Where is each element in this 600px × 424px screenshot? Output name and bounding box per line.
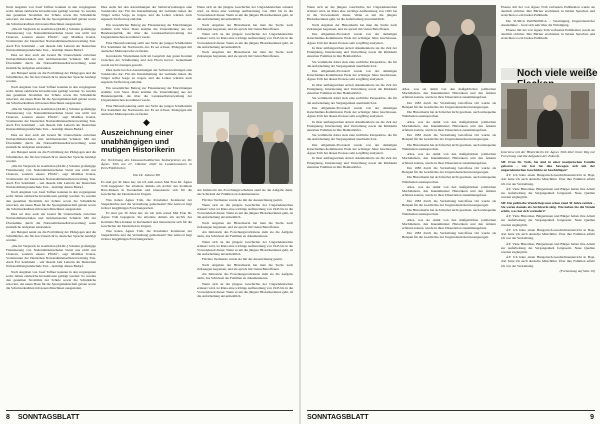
paragraph: Der 1983 durch die Vertreibung betroffene Ort wurde als Beispiel für die Geschichte der Ungarndeutschen herangezogen. [402,100,496,109]
paragraph: Der 1983 durch die Vertreibung betroffene Ort wurde als Beispiel für die Geschichte der Ungarndeutschen herangezogen. [402,231,496,240]
paragraph: Nach Angaben der Historikerin hat man die Suche nach Zeitzeugen begonnen, und sie sprach mit vielen Betroffenen. [197,220,293,229]
paragraph: Das Allgemein-/Protokoll wurde von der damaligen Katechismus-Kommission Ende der achtziger Jahre beschlossen. Ágnes Tóth hat diesen Prozess sehr sorgfältig analysiert. [307,105,397,119]
paragraph: Wenn sich an die jüngere Geschichte der Ungarndeutschen erinnert wird, ist Róna eine wichtige Aufbereitung von 1945 bis in die Vorwendezeit dieser. Wenn es um die jüngere Historikerinnen geht, ist die Aufarbeitung unvermeidlich. [197,32,293,49]
left-column-3-bottom [197,188,293,400]
masthead: SONNTAGSBLATT [17,414,80,421]
paragraph: Das Allgemein-/Protokoll wurde von der damaligen Katechismus-Kommission Ende der achtziger Jahre beschlossen. Ágnes Tóth hat diesen Prozess sehr sorgfältig analysiert. [307,69,397,82]
right-footer-number [590,414,594,421]
paragraph: Für ihre Verdienste wurde sie mit der Auszeichnung geehrt. [202,197,283,202]
paragraph: Wenn sich an die jüngere Geschichte der Ungarndeutschen erinnert wird, ist Róna eine wichtige Aufbereitung von 1945 bis in die Vorwendezeit dieser. Wenn es um die jüngere Historikerinnen geht, ist die Aufarbeitung unvermeidlich. [197,5,293,22]
right-footer-masthead [307,414,369,421]
paragraph: Die Historikerin hat sich hierbei nicht gescheut, auch unbequeme Wahrheiten auszusprechen. [402,142,496,151]
right-page [301,0,600,424]
interview-intro: Interview mit der Historikerin Dr. Ágnes Tóth über ihren Weg zur Forschung und die Aufgaben der Zukunft. [501,150,595,159]
page-number: 9 [590,414,594,421]
question-text: SB: Frau Dr. Tóth, Sie sind in einer madjarischen Familie geboren – wie hat Sie dies bewogen sich mit der ungarndeutschen Geschichte zu beschäftigen? [501,159,595,172]
paragraph: Wenn sich an die jüngere Geschichte der Ungarndeutschen erinnert wird, ist Róna eine wichtige Aufbereitung von 1945 bis in die Vorwendezeit dieser. Wenn es um die jüngere Historikerinnen geht, ist die Aufarbeitung unvermeidlich. [197,281,293,299]
paragraph: „Die im Vergleich zu staatlichen (KLIK-) Schulen großzügige Finanzierung von Nationalitätenschulen bietet uns nicht nur Chancen, sondern unsere Pflicht“, sagt Matthias Kreisz, Vorsitzender der Deutschen Nationalitätenselbstverwaltung Tata. Auch Éva Szathmári – seit diesem Jahr Leiterin der Deutschen Nationalitätengrundschule Tata – bestätigt diesen Bedarf. [6,106,96,132]
paragraph: Das Allgemein-/Protokoll wurde von der damaligen Katechismus-Kommission Ende der achtziger Jahre beschlossen. Ágnes Tóth hat diesen Prozess sehr sorgfältig analysiert. [307,142,397,156]
paragraph: Die Historikerin hat sich hierbei nicht gescheut, auch unbequeme Wahrheiten auszusprechen. [402,110,496,119]
paragraph: Dies sei aber auch ein Grund für Unterschiede zwischen Nationalitätenschulen und nichtnationalen Schulen: Mit der Übernahme durch die Nationalitätenselbstverwaltung seien zusätzliche Aufgaben entstanden. [6,132,96,150]
paragraph: Der 1983 durch die Vertreibung betroffene Ort wurde als Beispiel für die Geschichte der Ungarndeutschen herangezogen. [402,165,496,175]
paragraph: Als Initiatorin des Forschungsvorhabens sieht sie die Aufgabe darin, das Schicksal der Familien zu dokumentieren. [197,272,293,281]
paragraph: Nach Angaben von Josef Taffner konnten in den vergangenen sechs Jahren zahlreiche Investitionen getätigt werden: So wurden den gesamten Strommix der Schule sowie die Schulküche renoviert, ein neues Haus für die Sportgemeinschaft gebaut sowie die Schulwerkstätten mit neuen Maschinen ausgestattet. [6,84,96,106]
paragraph: Korrektorin Wiedemann hebt im Gespräch den guten Kontakt zwischen der Schulleitung und den Eltern hervor. Gemeinsam werde nach Lösungen gesucht. [101,54,192,67]
paragraph: Das Allgemein-/Protokoll wurde von der damaligen Katechismus-Kommission Ende der achtziger Jahre beschlossen. Ágnes Tóth hat diesen Prozess sehr sorgfältig analysiert. [307,32,397,45]
paragraph: Als Initiatorin des Forschungsvorhabens sieht sie die Aufgabe darin, das Schicksal der Familien zu dokumentieren. [197,188,293,197]
continuation-note: (Fortsetzung auf Seite 10) [559,268,595,273]
right-column-2 [402,87,496,400]
paragraph: Als Initiatorin des Forschungsvorhabens sieht sie die Aufgabe darin, das Schicksal der Familien zu dokumentieren. [197,230,293,239]
paragraph: Es sind gut 30 Jahre her, als ich zum ersten Mal Frau Dr. Ágnes Tóth begegnete: Sie arbeitete damals am Archiv des Komitats Bács-Kiskun in Kecskemét und interessierte sich für die Geschichte der Deutschen in Ungarn. [101,211,192,228]
answer: ÁT: Ich hatte einen Hungarisch-Geschichtsunterricht in Baja, dort hatte ich auch deutsche Mitschüler. Über ihre Familien erfuhr ich von der Vertreibung. [501,173,595,186]
paragraph: Als Beispiel nennt sie die Fortbildung der Pädagogen und die Schulbücher, die für den Unterricht in deutscher Sprache benötigt werden. [6,230,96,243]
footer-rule [307,410,595,411]
answer: ÁT: Viele Historiker, Bürgerinnen und Bürger haben ihre Arbeit zur Aufarbeitung der Vergangenheit fortgesetzt. Neue Quellen wurden zugänglich. [501,186,595,200]
paragraph: Ein wesentlicher Beitrag zur Finanzierung der Einrichtungen stamme vom Staat. Dazu komme die Unterstützung aus der Bundesrepublik, die über die Landesselbstverwaltung der Ungarndeutschen koordiniert werde. [101,85,192,103]
left-column-2 [101,5,192,400]
interview-headline: Noch viele weiße [517,68,598,79]
paragraph: Alles, was sie damit von den maßgeblichen politischen Machthabern, den Innenminister Historikern und den Ämtern erfahren konnte, wurde in ihrer Dissertation zusammengefasst. [402,87,496,100]
paragraph: Nach Angaben der Historikerin hat man die Suche nach Zeitzeugen begonnen, und sie sprach mit vielen Betroffenen. [197,22,293,31]
footer-rule [6,410,293,411]
paragraph: Ebenso mit der von Ágnes Tóth verfassten Publikation wurde sie deutlich sichtbar. Ihre Bücher erschienen in beiden Sprachen und erreichten so ein breites Publikum. [501,28,595,41]
left-footer [6,414,79,421]
paragraph: Es sind gut 30 Jahre her, als ich zum ersten Mal Frau Dr. Ágnes Tóth begegnete: Sie arbeitete damals am Archiv des Komitats Bács-Kiskun in Kecskemét und interessierte sich für die Geschichte der Deutschen in Ungarn. [101,179,192,197]
paragraph: „Die im Vergleich zu staatlichen (KLIK-) Schulen großzügige Finanzierung von Nationalitätenschulen bietet uns nicht nur Chancen, sondern unsere Pflicht“, sagt Matthias Kreisz, Vorsitzender der Deutschen Nationalitätenselbstverwaltung Tata. Auch Éva Szathmári – seit diesem Jahr Leiterin der Deutschen Nationalitätengrundschule Tata – bestätigt diesen Bedarf. [6,164,96,189]
paragraph: Die Historikerin hat sich hierbei nicht gescheut, auch unbequeme Wahrheiten auszusprechen. [402,175,496,184]
page-number: 8 [6,414,10,421]
paragraph: Wenn sich an die jüngere Geschichte der Ungarndeutschen erinnert wird, ist Róna eine wichtige Aufbereitung von 1945 bis in die Vorwendezeit dieser. Wenn es um die jüngere Historikerinnen geht, ist die Aufarbeitung unvermeidlich. [197,202,293,220]
paragraph: Alles, was sie damit von den maßgeblichen politischen Machthabern, den Innenminister Historikern und den Ämtern erfahren konnte, wurde in ihrer Dissertation zusammengefasst. [402,119,496,132]
right-column-3-bottom [501,150,595,400]
paragraph: Was haben Ágnes Tóth, die Potsdamer Konferenz der Siegermächte und die Vertreibung gemeinsam? Die Antwort liegt in ihrer langjährigen Forschungsarbeit. [101,197,192,210]
paragraph: Dies stelle bei den Auswirkungen der Selbstverwaltungen eine Sonderrolle dar: Für die Instandhaltung der Gebäude haben die Träger selbst Sorge zu tragen, und die Lehrer würden nach eigenem Tarifvertrag entlohnt. [101,67,192,85]
question [501,160,595,172]
answer: ÁT: Viele Historiker, Bürgerinnen und Bürger haben ihre Arbeit zur Aufarbeitung der Vergangenheit fortgesetzt. Neue Quellen wurden zugänglich. [501,214,595,227]
left-column-3-top [197,5,293,100]
answer: ÁT: Ich hatte einen Hungarisch-Geschichtsunterricht in Baja, dort hatte ich auch deutsche Mitschüler. Über ihre Familien erfuhr ich von der Vertreibung. [501,227,595,241]
paragraph: Wenn sich an die jüngere Geschichte der Ungarndeutschen erinnert wird, ist Róna eine wichtige Aufbereitung von 1945 bis in die Vorwendezeit dieser. Wenn es um die jüngere Historikerinnen geht, ist die Aufarbeitung unvermeidlich. [307,5,397,22]
paragraph: Ebenso mit der von Ágnes Tóth verfassten Publikation wurde sie deutlich sichtbar. Ihre Bücher erschienen in beiden Sprachen und erreichten so ein breites Publikum. [501,5,595,18]
paragraph: Der 1983 durch die Vertreibung betroffene Ort wurde als Beispiel für die Geschichte der Ungarndeutschen herangezogen. [402,198,496,207]
paragraph: Sie vermittelte dabei stets eine sachliche Perspektive, die für die Aufarbeitung der Vergangenheit unerlässlich ist. [307,96,397,105]
paragraph: Eine Herausforderung stellt aus Sicht der jungen Schulleiterin Éva Szathmári der Nachwuchs dar. Es sei schwer, Pädagogen mit deutscher Muttersprache zu finden. [101,40,192,53]
paragraph: Sie vermittelte dabei stets eine sachliche Perspektive, die für die Aufarbeitung der Vergangenheit unerlässlich ist. [307,59,397,68]
left-column-1 [6,5,96,400]
answer: ÁT: Ich hatte einen Hungarisch-Geschichtsunterricht in Baja, dort hatte ich auch deutsche Mitschüler. Über ihre Familien erfuhr ich von der Vertreibung. [501,255,595,268]
paragraph: Die Historikerin hat sich hierbei nicht gescheut, auch unbequeme Wahrheiten auszusprechen. [402,208,496,217]
question [501,201,595,213]
answer: ÁT: Viele Historiker, Bürgerinnen und Bürger haben ihre Arbeit zur Aufarbeitung der Vergangenheit fortgesetzt. Neue Quellen wurden zugänglich. [501,241,595,254]
paragraph: „Die im Vergleich zu staatlichen (KLIK-) Schulen großzügige Finanzierung von Nationalitätenschulen bietet uns nicht nur Chancen, sondern unsere Pflicht“, sagt Matthias Kreisz, Vorsitzender der Deutschen Nationalitätenselbstverwaltung Tata. Auch Éva Szathmári – seit diesem Jahr Leiterin der Deutschen Nationalitätengrundschule Tata – bestätigt diesen Bedarf. [6,26,96,52]
paragraph: Als Beispiel nennt sie die Fortbildung der Pädagogen und die Schulbücher, die für den Unterricht in deutscher Sprache benötigt werden. [6,150,96,163]
paragraph: Der 1983 durch die Vertreibung betroffene Ort wurde als Beispiel für die Geschichte der Ungarndeutschen herangezogen. [402,133,496,142]
paragraph: Was haben Ágnes Tóth, die Potsdamer Konferenz der Siegermächte und die Vertreibung gemeinsam? Die Antwort liegt in ihrer langjährigen Forschungsarbeit. [101,229,192,242]
article-title: Auszeichnung einer unabhängigen und mutigen Historikerin [101,128,175,155]
paragraph: Nach Angaben von Josef Taffner konnten in den vergangenen sechs Jahren zahlreiche Investitionen getätigt werden: So wurden den gesamten Strommix der Schule sowie die Schulküche renoviert, ein neues Haus für die Sportgemeinschaft gebaut sowie die Schulwerkstätten mit neuen Maschinen ausgestattet. [6,269,96,291]
paragraph: Dies stelle bei den Auswirkungen der Selbstverwaltungen eine Sonderrolle dar: Für die Instandhaltung der Gebäude haben die Träger selbst Sorge zu tragen, und die Lehrer würden nach eigenem Tarifvertrag entlohnt. [101,5,192,22]
paragraph: Nach Angaben der Historikerin hat man die Suche nach Zeitzeugen begonnen, und sie sprach mit vielen Betroffenen. [307,22,397,31]
paragraph: In ihrer umfangreichen Arbeit dokumentierte sie die Zeit der Enteignung, Internierung und Vertreibung sowie die Rückkehr einzelner Familien in ihre Heimatdörfer. [307,156,397,169]
paragraph: Nach Angaben der Historikerin hat man die Suche nach Zeitzeugen begonnen, und sie sprach mit vielen Betroffenen. [197,50,293,59]
paragraph: Wenn sich an die jüngere Geschichte der Ungarndeutschen erinnert wird, ist Róna eine wichtige Aufbereitung von 1945 bis in die Vorwendezeit dieser. Wenn es um die jüngere Historikerinnen geht, ist die Aufarbeitung unvermeidlich. [197,239,293,257]
paragraph: Alles, was sie damit von den maßgeblichen politischen Machthabern, den Innenminister Historikern und den Ämtern erfahren konnte, wurde in ihrer Dissertation zusammengefasst. [402,184,496,198]
paragraph: In ihrer umfangreichen Arbeit dokumentierte sie die Zeit der Enteignung, Internierung und Vertreibung sowie die Rückkehr einzelner Familien in ihre Heimatdörfer. [307,119,397,132]
separator-diamond: ◆ [143,117,150,128]
paragraph: Alles, was sie damit von den maßgeblichen politischen Machthabern, den Innenminister Historikern und den Ämtern erfahren konnte, wurde in ihrer Dissertation zusammengefasst. [402,217,496,230]
article-subtitle: Zur Verleihung des Donauschwäbischen Kulturpreises an Dr. Ágnes Tóth am 27. Oktober 2020 im Landesmuseum in Pécs/Fünfkirchen [101,158,192,171]
award-photo [197,102,293,184]
paragraph: Alles, was sie damit von den maßgeblichen politischen Machthabern, den Innenminister Historikern und den Ämtern erfahren konnte, wurde in ihrer Dissertation zusammengefasst. [402,152,496,165]
paragraph: Eine Herausforderung stellt aus Sicht der jungen Schulleiterin Éva Szathmári der Nachwuchs dar. Es sei schwer, Pädagogen mit deutscher Muttersprache zu finden. [101,103,192,116]
paragraph: „Die im Vergleich zu staatlichen (KLIK-) Schulen großzügige Finanzierung von Nationalitätenschulen bietet uns nicht nur Chancen, sondern unsere Pflicht“, sagt Matthias Kreisz, Vorsitzender der Deutschen Nationalitätenselbstverwaltung Tata. Auch Éva Szathmári – seit diesem Jahr Leiterin der Deutschen Nationalitätengrundschule Tata – bestätigt diesen Bedarf. [6,243,96,269]
paragraph: Nach Angaben von Josef Taffner konnten in den vergangenen sechs Jahren zahlreiche Investitionen getätigt werden: So wurden den gesamten Strommix der Schule sowie die Schulküche renoviert, ein neues Haus für die Sportgemeinschaft gebaut sowie die Schulwerkstätten mit neuen Maschinen ausgestattet. [6,5,96,26]
paragraph: Dies sei aber auch ein Grund für Unterschiede zwischen Nationalitätenschulen und nichtnationalen Schulen: Mit der Übernahme durch die Nationalitätenselbstverwaltung seien zusätzliche Aufgaben entstanden. [6,212,96,229]
paragraph: Ein wesentlicher Beitrag zur Finanzierung der Einrichtungen stamme vom Staat. Dazu komme die Unterstützung aus der Bundesrepublik, die über die Landesselbstverwaltung der Ungarndeutschen koordiniert werde. [101,22,192,40]
interview-photo [402,5,496,83]
paragraph: In ihrer umfangreichen Arbeit dokumentierte sie die Zeit der Enteignung, Internierung und Vertreibung sowie die Rückkehr einzelner Familien in ihre Heimatdörfer. [307,45,397,59]
historian-photo [501,83,595,147]
paragraph: Nach Angaben der Historikerin hat man die Suche nach Zeitzeugen begonnen, und sie sprach mit vielen Betroffenen. [197,262,293,271]
paragraph: Sie vermittelte dabei stets eine sachliche Perspektive, die für die Aufarbeitung der Vergangenheit unerlässlich ist. [307,133,397,142]
right-column-1 [307,5,397,400]
right-column-3-top [501,5,595,65]
paragraph: In ihrer umfangreichen Arbeit dokumentierte sie die Zeit der Enteignung, Internierung und Vertreibung sowie die Rückkehr einzelner Familien in ihre Heimatdörfer. [307,82,397,96]
paragraph: Als Beispiel nennt sie die Fortbildung der Pädagogen und die Schulbücher, die für den Unterricht in deutscher Sprache benötigt werden. [6,70,96,84]
paragraph: Die SUDUA PANNONICA – Vereinigung Ungarndeutscher Akademiker – freut sich sehr über die Würdigung. [501,18,595,27]
byline: Von Dr. Johann Till [132,172,161,177]
masthead: SONNTAGSBLATT [307,414,369,421]
question-text: SB: Die politische Wende liegt nun schon rund 30 Jahre zurück – Sie waren damals als Archivarin tätig. Wie haben Sie die Wende erlebt, was hat sich verändert? [501,200,595,213]
left-page [0,0,299,424]
paragraph: Dies sei aber auch ein Grund für Unterschiede zwischen Nationalitätenschulen und nichtnationalen Schulen: Mit der Übernahme durch die Nationalitätenselbstverwaltung seien zusätzliche Aufgaben entstanden. [6,53,96,70]
paragraph: Für ihre Verdienste wurde sie mit der Auszeichnung geehrt. [202,257,283,262]
paragraph: Nach Angaben von Josef Taffner konnten in den vergangenen sechs Jahren zahlreiche Investitionen getätigt werden: So wurden den gesamten Strommix der Schule sowie die Schulküche renoviert, ein neues Haus für die Sportgemeinschaft gebaut sowie die Schulwerkstätten mit neuen Maschinen ausgestattet. [6,190,96,211]
